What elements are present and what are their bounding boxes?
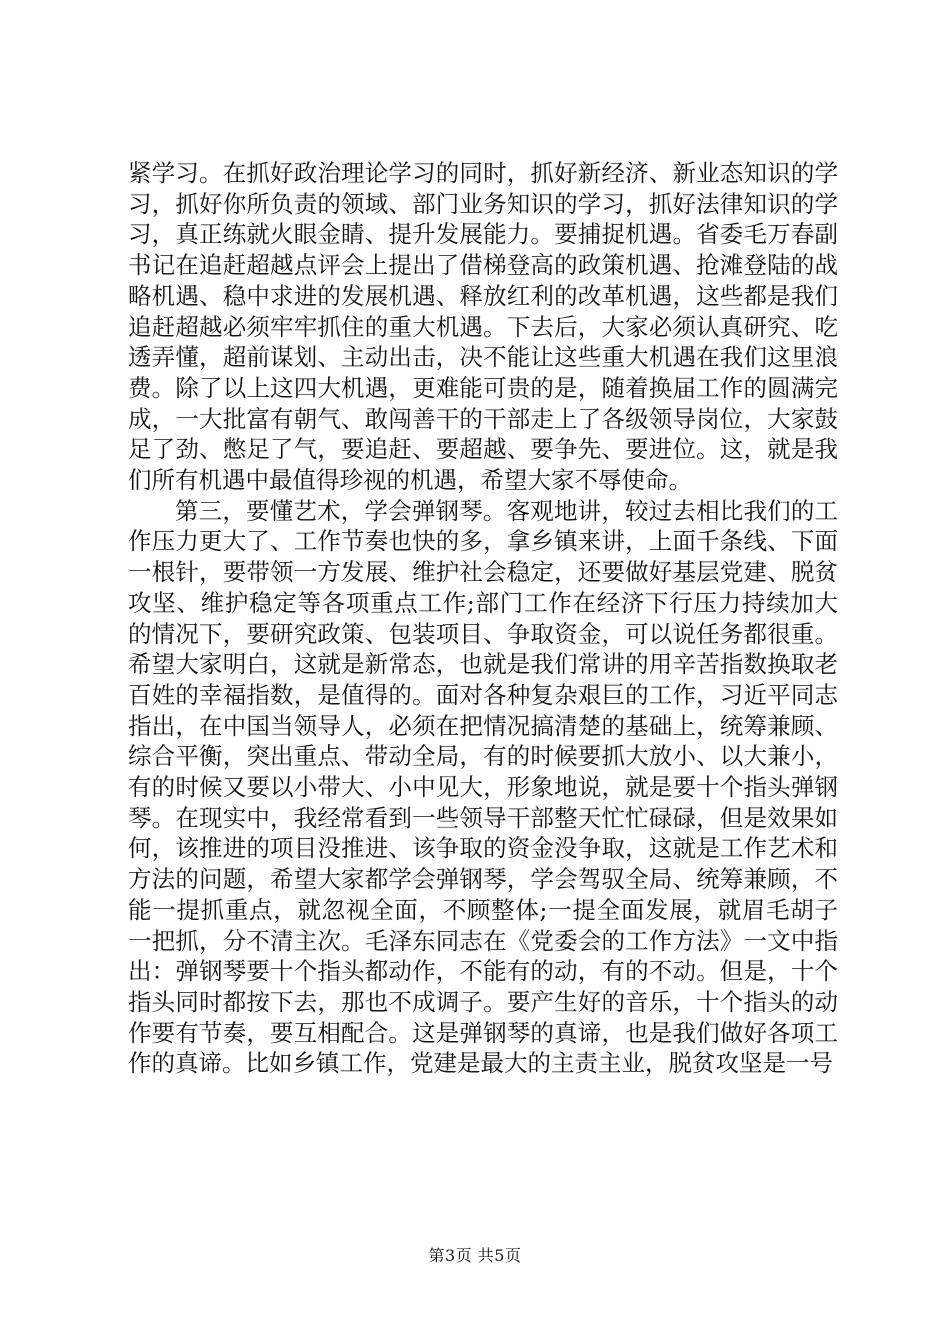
paragraph-continued: 紧学习。在抓好政治理论学习的同时，抓好新经济、新业态知识的学习，抓好你所负责的领域、部门业务知识的学习，抓好法律知识的学习，真正练就火眼金睛、提升发展能力。要捕捉机遇。省委毛万春副书记在追赶超越点评会上提出了借梯登高的政策机遇、抢滩登陆的战略机遇、稳中求进的发展机遇、释放红利的改革机遇，这些都是我们追赶超越必须牢牢抓住的重大机遇。下去后，大家必须认真研究、吃透弄懂，超前谋划、主动出击，决不能让这些重大机遇在我们这里浪费。除了以上这四大机遇，更难能可贵的是，随着换届工作的圆满完成，一大批富有朝气、敢闯善干的干部走上了各级领导岗位，大家鼓足了劲、憋足了气，要追赶、要超越、要争先、要进位。这，就是我们所有机遇中最值得珍视的机遇，希望大家不辱使命。 — [128, 159, 838, 495]
page-footer — [0, 1243, 950, 1266]
paragraph-third-point: 第三，要懂艺术，学会弹钢琴。客观地讲，较过去相比我们的工作压力更大了、工作节奏也快的多，拿乡镇来讲，上面千条线、下面一根针，要带领一方发展、维护社会稳定，还要做好基层党建、脱贫攻坚、维护稳定等各项重点工作;部门工作在经济下行压力持续加大的情况下，要研究政策、包装项目、争取资金，可以说任务都很重。希望大家明白，这就是新常态，也就是我们常讲的用辛苦指数换取老百姓的幸福指数，是值得的。面对各种复杂艰巨的工作，习近平同志指出，在中国当领导人，必须在把情况搞清楚的基础上，统筹兼顾、综合平衡，突出重点、带动全局，有的时候要抓大放小、以大兼小，有的时候又要以小带大、小中见大，形象地说，就是要十个指头弹钢琴。在现实中，我经常看到一些领导干部整天忙忙碌碌，但是效果如何，该推进的项目没推进、该争取的资金没争取，这就是工作艺术和方法的问题，希望大家都学会弹钢琴，学会驾驭全局、统筹兼顾，不能一提抓重点，就忽视全面，不顾整体;一提全面发展，就眉毛胡子一把抓，分不清主次。毛泽东同志在《党委会的工作方法》一文中指出：弹钢琴要十个指头都动作，不能有的动，有的不动。但是，十个指头同时都按下去，那也不成调子。要产生好的音乐，十个指头的动作要有节奏，要互相配合。这是弹钢琴的真谛，也是我们做好各项工作的真谛。比如乡镇工作，党建是最大的主责主业，脱贫攻坚是一号 — [128, 496, 838, 1078]
page-number: 第3页 共5页 — [428, 1246, 522, 1265]
document-body — [128, 158, 838, 1079]
